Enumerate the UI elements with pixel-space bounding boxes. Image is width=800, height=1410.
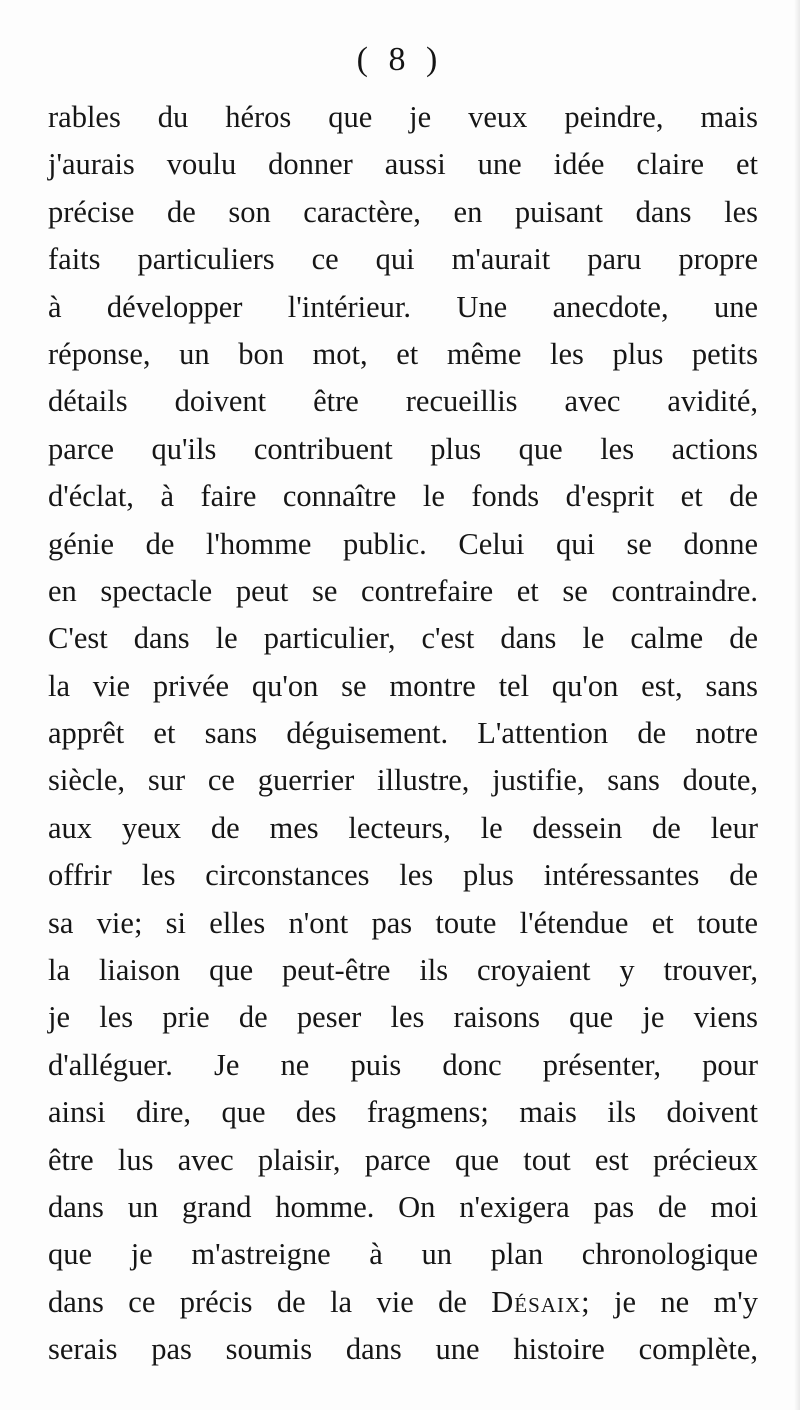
text-line: être lus avec plaisir, parce que tout est précieux bbox=[48, 1142, 758, 1177]
text-line: C'est dans le particulier, c'est dans le calme de bbox=[48, 621, 758, 656]
text-line: rables du héros que je veux peindre, mais bbox=[48, 100, 758, 134]
text-line: d'alléguer. Je ne puis donc présenter, pour bbox=[48, 1047, 758, 1082]
text-line: parce qu'ils contribuent plus que les actions bbox=[48, 431, 758, 466]
text-line: j'aurais voulu donner aussi une idée claire et bbox=[48, 147, 758, 182]
text-line: en spectacle peut se contrefaire et se contraindre. bbox=[48, 573, 758, 608]
text-line: la vie privée qu'on se montre tel qu'on est, sans bbox=[48, 668, 758, 703]
text-line: sa vie; si elles n'ont pas toute l'étendue et toute bbox=[48, 905, 758, 940]
text-line: d'éclat, à faire connaître le fonds d'esprit et de bbox=[48, 479, 758, 514]
text-line: détails doivent être recueillis avec avidité, bbox=[48, 384, 758, 419]
text-line: réponse, un bon mot, et même les plus petits bbox=[48, 336, 758, 371]
text-line: la liaison que peut-être ils croyaient y trouver, bbox=[48, 953, 758, 988]
text-line: siècle, sur ce guerrier illustre, justifie, sans doute, bbox=[48, 763, 758, 798]
text-line: précise de son caractère, en puisant dans les bbox=[48, 194, 758, 229]
proper-name: Désaix bbox=[491, 1284, 582, 1319]
text-line bbox=[48, 1279, 758, 1326]
page-number: ( 8 ) bbox=[356, 41, 444, 78]
text-line: ainsi dire, que des fragmens; mais ils doivent bbox=[48, 1095, 758, 1130]
text-line: offrir les circonstances les plus intéressantes de bbox=[48, 858, 758, 893]
text-line: génie de l'homme public. Celui qui se donne bbox=[48, 526, 758, 561]
page-edge-shadow bbox=[794, 0, 800, 1410]
text-line: apprêt et sans déguisement. L'attention de notre bbox=[48, 716, 758, 751]
text-line: faits particuliers ce qui m'aurait paru propre bbox=[48, 242, 758, 277]
text-line: aux yeux de mes lecteurs, le dessein de leur bbox=[48, 810, 758, 845]
text-line: que je m'astreigne à un plan chronologique bbox=[48, 1237, 758, 1272]
text-line: à développer l'intérieur. Une anecdote, une bbox=[48, 289, 758, 324]
text-line: je les prie de peser les raisons que je viens bbox=[48, 1000, 758, 1035]
text-line: dans un grand homme. On n'exigera pas de moi bbox=[48, 1189, 758, 1224]
text-fragment: dans ce précis de la vie de bbox=[48, 1284, 492, 1319]
body-text bbox=[48, 94, 758, 1374]
text-fragment: ; je ne m'y bbox=[581, 1284, 759, 1319]
text-line: serais pas soumis dans une histoire complète, bbox=[48, 1332, 758, 1367]
